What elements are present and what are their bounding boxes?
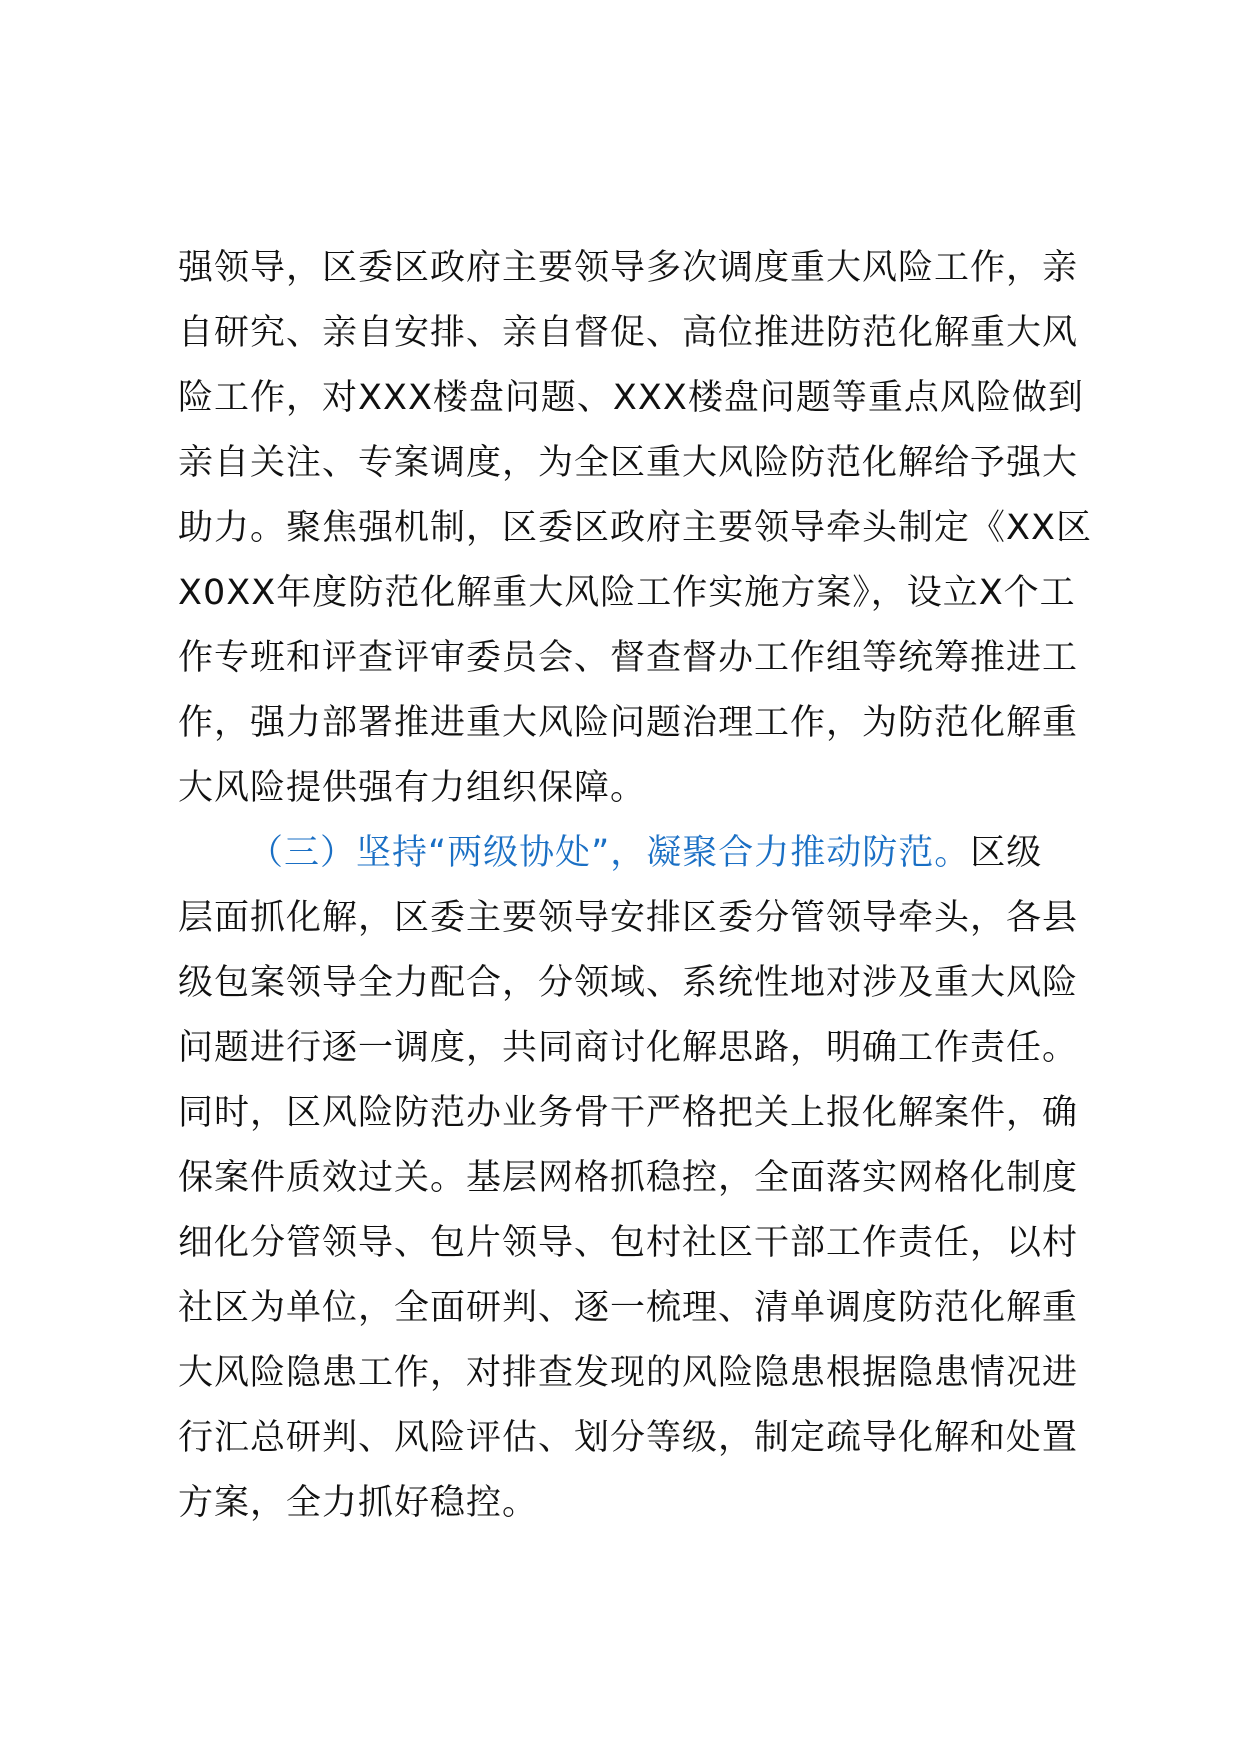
text-line: 助力。聚焦强机制，区委区政府主要领导牵头制定《XX区 — [178, 508, 1092, 548]
text-line: 细化分管领导、包片领导、包村社区干部工作责任，以村 — [178, 1223, 1079, 1263]
text-line: 行汇总研判、风险评估、划分等级，制定疏导化解和处置 — [178, 1418, 1079, 1458]
text-line: 方案，全力抓好稳控。 — [178, 1483, 539, 1523]
section-first-line — [178, 821, 1098, 886]
text-line: 级包案领导全力配合，分领域、系统性地对涉及重大风险 — [178, 963, 1079, 1003]
document-body — [178, 236, 1098, 1536]
text-line: 亲自关注、专案调度，为全区重大风险防范化解给予强大 — [178, 443, 1079, 483]
text-line: 强领导，区委区政府主要领导多次调度重大风险工作，亲 — [178, 248, 1079, 288]
paragraph-two-level-coordination — [178, 821, 1098, 1536]
text-line: 层面抓化解，区委主要领导安排区委分管领导牵头，各县 — [178, 898, 1079, 938]
text-line: 大风险提供强有力组织保障。 — [178, 768, 647, 808]
text-line: 社区为单位，全面研判、逐一梳理、清单调度防范化解重 — [178, 1288, 1079, 1328]
text-line: 作专班和评查评审委员会、督查督办工作组等统筹推进工 — [178, 638, 1079, 678]
text-line: 问题进行逐一调度，共同商讨化解思路，明确工作责任。 — [178, 1028, 1079, 1068]
text-line: 险工作，对XXX楼盘问题、XXX楼盘问题等重点风险做到 — [178, 378, 1084, 418]
section-first-line-text: 区级 — [970, 833, 1043, 873]
text-line: 作，强力部署推进重大风险问题治理工作，为防范化解重 — [178, 703, 1079, 743]
section-heading: （三）坚持“两级协处”，凝聚合力推动防范。 — [248, 833, 971, 873]
text-line: 同时，区风险防范办业务骨干严格把关上报化解案件，确 — [178, 1093, 1079, 1133]
text-line: X0XX年度防范化解重大风险工作实施方案》，设立X个工 — [178, 573, 1076, 613]
paragraph-leadership — [178, 236, 1098, 821]
text-line: 保案件质效过关。基层网格抓稳控，全面落实网格化制度 — [178, 1158, 1079, 1198]
text-line: 自研究、亲自安排、亲自督促、高位推进防范化解重大风 — [178, 313, 1079, 353]
text-line: 大风险隐患工作，对排查发现的风险隐患根据隐患情况进 — [178, 1353, 1079, 1393]
